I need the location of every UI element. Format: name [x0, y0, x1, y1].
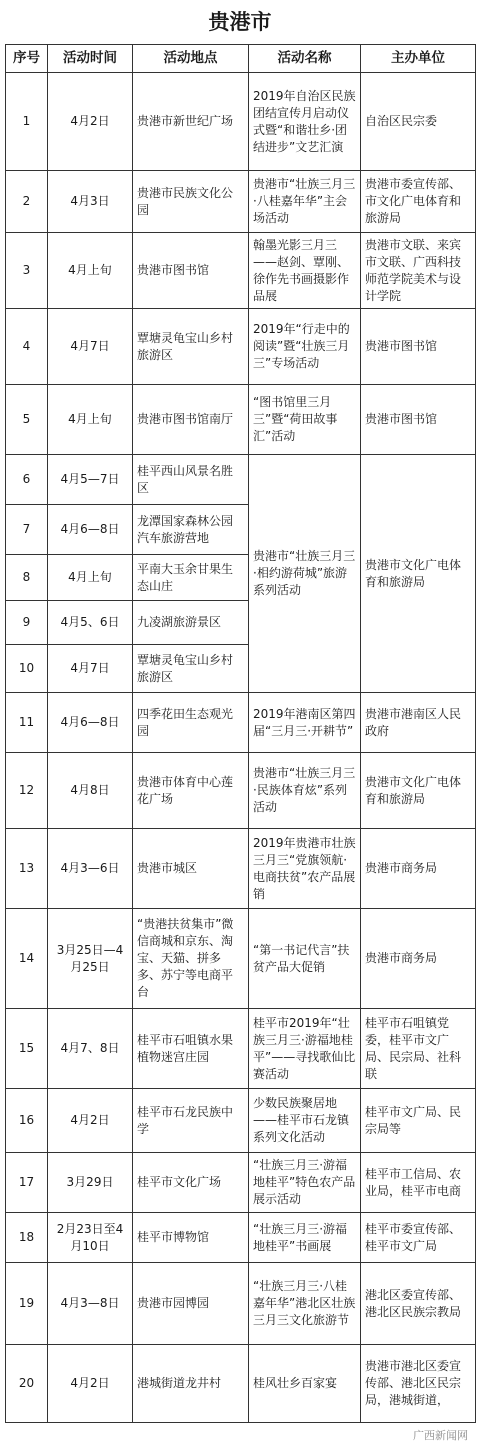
cell-place: 贵港市园博园 [133, 1263, 249, 1345]
cell-place: 覃塘灵龟宝山乡村旅游区 [133, 309, 249, 385]
cell-no: 11 [6, 693, 48, 753]
cell-time: 4月2日 [48, 73, 133, 171]
cell-time: 4月2日 [48, 1345, 133, 1423]
table-row [6, 233, 476, 309]
cell-place: “贵港扶贫集市”微信商城和京东、淘宝、天猫、拼多多、苏宁等电商平台 [133, 909, 249, 1009]
cell-place: 平南大玉余甘果生态山庄 [133, 555, 249, 601]
cell-org-merged: 贵港市文化广电体育和旅游局 [361, 455, 476, 693]
cell-place: 覃塘灵龟宝山乡村旅游区 [133, 645, 249, 693]
cell-org: 贵港市港南区人民政府 [361, 693, 476, 753]
table-header-row [6, 45, 476, 73]
cell-no: 6 [6, 455, 48, 505]
cell-name: 2019年自治区民族团结宣传月启动仪式暨“和谐壮乡·团结进步”文艺汇演 [249, 73, 361, 171]
cell-time: 4月8日 [48, 753, 133, 829]
cell-no: 1 [6, 73, 48, 171]
cell-time: 4月上旬 [48, 555, 133, 601]
cell-name: 桂平市2019年“壮族三月三·游福地桂平”——寻找歌仙比赛活动 [249, 1009, 361, 1089]
cell-no: 13 [6, 829, 48, 909]
cell-no: 19 [6, 1263, 48, 1345]
cell-org: 贵港市图书馆 [361, 309, 476, 385]
cell-org: 港北区委宣传部、港北区民族宗教局 [361, 1263, 476, 1345]
cell-org: 贵港市商务局 [361, 909, 476, 1009]
cell-time: 3月29日 [48, 1153, 133, 1213]
cell-name: “第一书记代言”扶贫产品大促销 [249, 909, 361, 1009]
cell-no: 9 [6, 601, 48, 645]
cell-name: 2019年贵港市壮族三月三“党旗领航·电商扶贫”农产品展销 [249, 829, 361, 909]
cell-no: 18 [6, 1213, 48, 1263]
table-row [6, 1213, 476, 1263]
cell-time: 3月25日—4月25日 [48, 909, 133, 1009]
cell-place: 贵港市新世纪广场 [133, 73, 249, 171]
cell-no: 14 [6, 909, 48, 1009]
cell-no: 16 [6, 1089, 48, 1153]
table-row [6, 73, 476, 171]
cell-name: 贵港市“壮族三月三·民族体育炫”系列活动 [249, 753, 361, 829]
header-org: 主办单位 [361, 45, 476, 73]
table-row [6, 1153, 476, 1213]
cell-org: 贵港市商务局 [361, 829, 476, 909]
cell-time: 4月3日 [48, 171, 133, 233]
table-row [6, 171, 476, 233]
cell-time: 4月6—8日 [48, 505, 133, 555]
table-row [6, 455, 476, 505]
cell-place: 九凌湖旅游景区 [133, 601, 249, 645]
cell-name: 2019年港南区第四届“三月三·开耕节” [249, 693, 361, 753]
table-row [6, 1009, 476, 1089]
page-title: 贵港市 [208, 10, 272, 34]
cell-name: “壮族三月三·游福地桂平”特色农产品展示活动 [249, 1153, 361, 1213]
cell-place: 桂平西山风景名胜区 [133, 455, 249, 505]
table-row [6, 693, 476, 753]
cell-org: 桂平市工信局、农业局，桂平市电商 [361, 1153, 476, 1213]
cell-place: 龙潭国家森林公园汽车旅游营地 [133, 505, 249, 555]
cell-no: 12 [6, 753, 48, 829]
cell-time: 4月3—8日 [48, 1263, 133, 1345]
cell-no: 3 [6, 233, 48, 309]
cell-time: 4月6—8日 [48, 693, 133, 753]
events-table [5, 44, 476, 1423]
table-row [6, 309, 476, 385]
cell-name: “壮族三月三·游福地桂平”书画展 [249, 1213, 361, 1263]
cell-no: 4 [6, 309, 48, 385]
cell-no: 10 [6, 645, 48, 693]
cell-place: 贵港市图书馆南厅 [133, 385, 249, 455]
cell-name: 桂风壮乡百家宴 [249, 1345, 361, 1423]
cell-place: 桂平市博物馆 [133, 1213, 249, 1263]
cell-org: 桂平市委宣传部、桂平市文广局 [361, 1213, 476, 1263]
cell-org: 桂平市文广局、民宗局等 [361, 1089, 476, 1153]
cell-org: 贵港市港北区委宣传部、港北区民宗局，港城街道， [361, 1345, 476, 1423]
cell-time: 4月上旬 [48, 233, 133, 309]
cell-org: 贵港市图书馆 [361, 385, 476, 455]
cell-no: 2 [6, 171, 48, 233]
cell-place: 贵港市城区 [133, 829, 249, 909]
cell-name: 贵港市“壮族三月三·八桂嘉年华”主会场活动 [249, 171, 361, 233]
table-row [6, 829, 476, 909]
table-row [6, 1345, 476, 1423]
table-row [6, 385, 476, 455]
watermark: 广西新闻网 [413, 1429, 468, 1442]
cell-no: 8 [6, 555, 48, 601]
cell-name: 少数民族聚居地——桂平市石龙镇系列文化活动 [249, 1089, 361, 1153]
cell-no: 7 [6, 505, 48, 555]
header-time: 活动时间 [48, 45, 133, 73]
cell-place: 桂平市文化广场 [133, 1153, 249, 1213]
cell-time: 4月3—6日 [48, 829, 133, 909]
table-row [6, 1263, 476, 1345]
table-row [6, 1089, 476, 1153]
cell-place: 桂平市石龙民族中学 [133, 1089, 249, 1153]
cell-place: 贵港市民族文化公园 [133, 171, 249, 233]
cell-time: 4月2日 [48, 1089, 133, 1153]
cell-place: 港城街道龙井村 [133, 1345, 249, 1423]
cell-name: 翰墨光影三月三——赵剑、覃刚、徐作先书画摄影作品展 [249, 233, 361, 309]
cell-time: 4月5、6日 [48, 601, 133, 645]
cell-time: 4月7、8日 [48, 1009, 133, 1089]
cell-time: 4月上旬 [48, 385, 133, 455]
cell-place: 贵港市图书馆 [133, 233, 249, 309]
cell-org: 贵港市文化广电体育和旅游局 [361, 753, 476, 829]
cell-no: 20 [6, 1345, 48, 1423]
cell-time: 4月7日 [48, 645, 133, 693]
table-row [6, 909, 476, 1009]
cell-name: 2019年“行走中的阅读”暨“壮族三月三”专场活动 [249, 309, 361, 385]
cell-place: 贵港市体育中心莲花广场 [133, 753, 249, 829]
cell-no: 5 [6, 385, 48, 455]
cell-org: 自治区民宗委 [361, 73, 476, 171]
cell-name-merged: 贵港市“壮族三月三·相约游荷城”旅游系列活动 [249, 455, 361, 693]
header-name: 活动名称 [249, 45, 361, 73]
cell-time: 2月23日至4月10日 [48, 1213, 133, 1263]
cell-place: 桂平市石咀镇水果植物迷宫庄园 [133, 1009, 249, 1089]
table-row [6, 753, 476, 829]
cell-time: 4月7日 [48, 309, 133, 385]
cell-place: 四季花田生态观光园 [133, 693, 249, 753]
cell-name: “壮族三月三·八桂嘉年华”港北区壮族三月三文化旅游节 [249, 1263, 361, 1345]
cell-no: 17 [6, 1153, 48, 1213]
cell-time: 4月5—7日 [48, 455, 133, 505]
header-no: 序号 [6, 45, 48, 73]
cell-no: 15 [6, 1009, 48, 1089]
cell-org: 桂平市石咀镇党委，桂平市文广局、民宗局、社科联 [361, 1009, 476, 1089]
cell-name: “图书馆里三月三”暨“荷田故事汇”活动 [249, 385, 361, 455]
cell-org: 贵港市委宣传部、市文化广电体育和旅游局 [361, 171, 476, 233]
cell-org: 贵港市文联、来宾市文联、广西科技师范学院美术与设计学院 [361, 233, 476, 309]
header-place: 活动地点 [133, 45, 249, 73]
